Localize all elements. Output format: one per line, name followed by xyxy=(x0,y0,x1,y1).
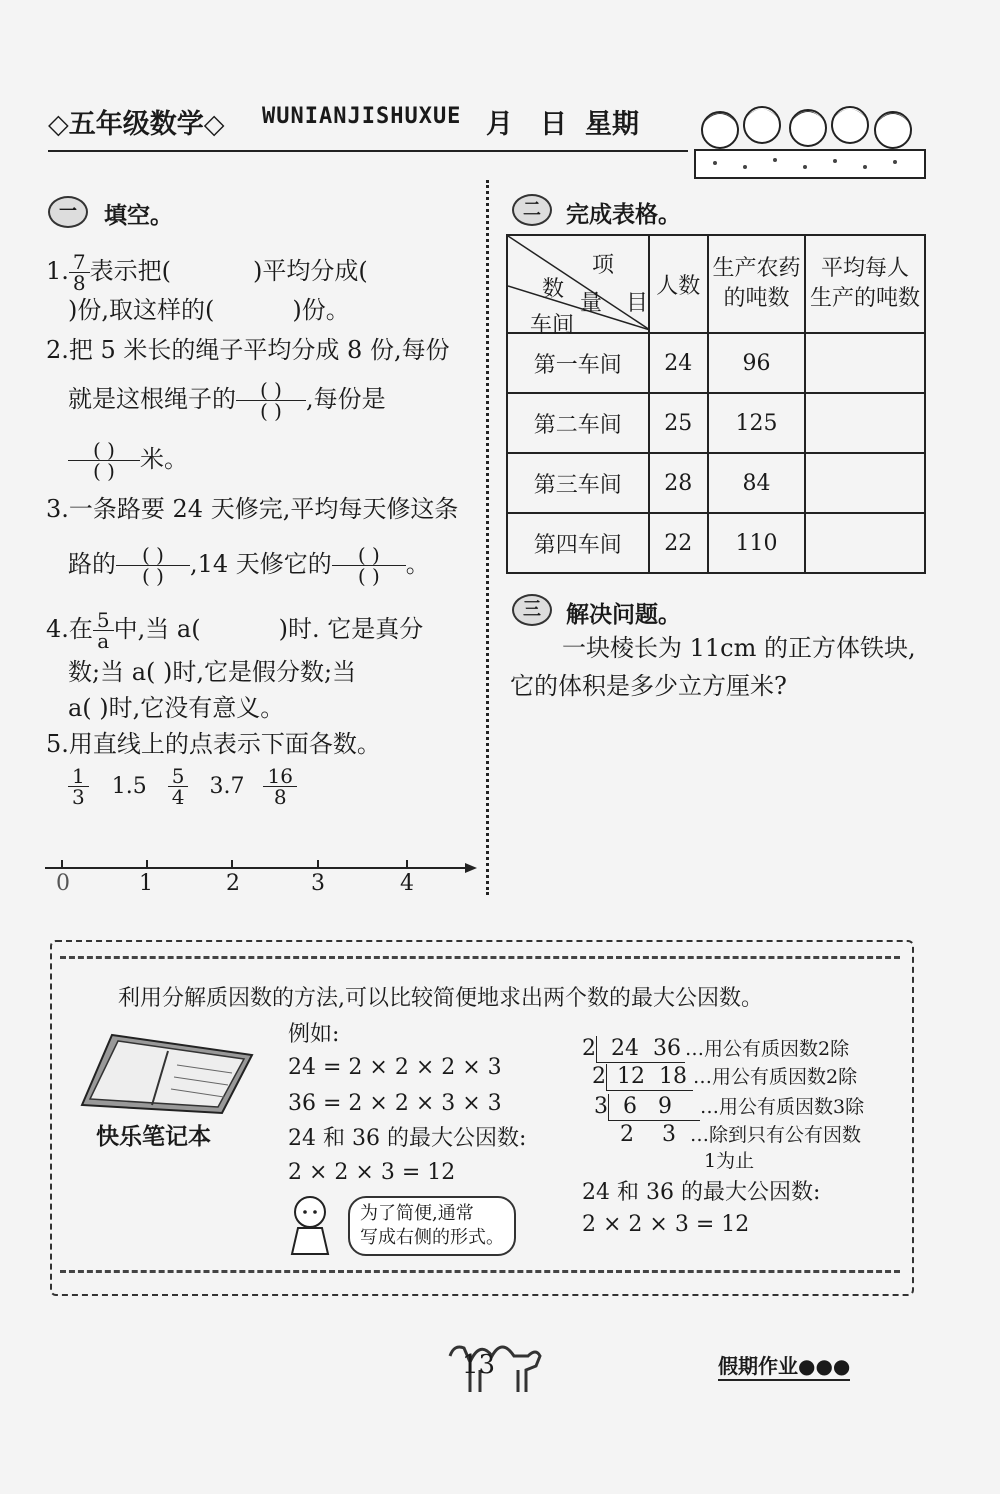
section1-badge: 一 xyxy=(48,196,88,228)
q2-line2: 就是这根绳子的 $\frac{( )}{( )}$ ,每份是 xyxy=(68,378,386,423)
header-rule xyxy=(48,150,688,152)
notebook-label: 快乐笔记本 xyxy=(96,1124,211,1150)
row-tons: 125 xyxy=(708,393,805,453)
ladder-row: 2 24 36 …用公有质因数2除 xyxy=(582,1036,850,1061)
notebook-border-top xyxy=(60,956,900,959)
column-divider xyxy=(486,180,489,895)
col-header-avg: 平均每人 生产的吨数 xyxy=(805,235,925,333)
number-line-label-2: 2 xyxy=(226,871,240,896)
pinyin-title: WUNIANJISHUXUE xyxy=(262,104,462,129)
gcf-result-right: 2 × 2 × 3 = 12 xyxy=(582,1212,750,1237)
table-row xyxy=(507,333,925,393)
subject-title: ◇五年级数学◇ xyxy=(48,109,225,140)
notebook-icon xyxy=(72,1025,262,1115)
row-people: 22 xyxy=(649,513,708,573)
col-header-people: 人数 xyxy=(649,235,708,333)
number-line-label-0: 0 xyxy=(56,871,70,896)
workshop-table xyxy=(506,234,926,574)
col-header-tons: 生产农药 的吨数 xyxy=(708,235,805,333)
section3-title: 解决问题。 xyxy=(566,602,681,628)
month-label: 月 xyxy=(486,109,513,140)
diag-liang: 量 xyxy=(580,291,603,316)
q5-text: 5.用直线上的点表示下面各数。 xyxy=(46,730,381,758)
ladder-row: 3 6 9 …用公有质因数3除 xyxy=(594,1094,865,1119)
q4-line2: 数;当 a( )时,它是假分数;当 xyxy=(68,658,357,686)
number-line xyxy=(40,850,480,880)
table-diagonal-header xyxy=(507,235,649,338)
section2-title: 完成表格。 xyxy=(566,202,681,228)
row-avg-blank[interactable] xyxy=(805,333,925,393)
gcf-label-right: 24 和 36 的最大公因数: xyxy=(582,1180,821,1205)
page-number: 13 xyxy=(462,1350,496,1380)
q2-line1: 2.把 5 米长的绳子平均分成 8 份,每份 xyxy=(46,336,450,364)
section3-line1: 一块棱长为 11cm 的正方体铁块, xyxy=(562,634,916,662)
row-people: 24 xyxy=(649,333,708,393)
weekday-label: 星期 xyxy=(585,109,639,140)
row-tons: 96 xyxy=(708,333,805,393)
q1-line1: 1. $\frac{7}{8}$ 表示把( )平均分成( xyxy=(46,250,368,295)
ladder-row: 2 12 18 …用公有质因数2除 xyxy=(592,1064,858,1089)
cartoon-children-illustration xyxy=(690,95,930,180)
factor-36: 36 = 2 × 2 × 3 × 3 xyxy=(288,1091,502,1116)
section2-badge: 二 xyxy=(512,194,552,226)
ladder-last-note2: 1为止 xyxy=(704,1150,755,1172)
section1-title: 填空。 xyxy=(104,203,173,229)
row-avg-blank[interactable] xyxy=(805,393,925,453)
example-label: 例如: xyxy=(288,1022,340,1047)
tip-bubble: 为了简便,通常 写成右侧的形式。 xyxy=(348,1196,516,1256)
diag-row-label: 车间 xyxy=(530,313,575,338)
number-line-label-3: 3 xyxy=(311,871,325,896)
diag-item: 项 xyxy=(592,253,615,278)
gcf-result-left: 2 × 2 × 3 = 12 xyxy=(288,1160,456,1185)
row-avg-blank[interactable] xyxy=(805,513,925,573)
row-name: 第三车间 xyxy=(507,453,649,513)
section3-badge: 三 xyxy=(512,594,552,626)
number-line-label-4: 4 xyxy=(400,871,414,896)
q4-line1: 4.在 $\frac{5}{a}$ 中,当 a( )时. 它是真分 xyxy=(46,608,424,653)
diag-shu: 数 xyxy=(542,277,565,302)
q1-fraction: $\frac{7}{8}$ xyxy=(69,252,90,293)
table-row xyxy=(507,513,925,573)
row-people: 25 xyxy=(649,393,708,453)
row-name: 第二车间 xyxy=(507,393,649,453)
row-tons: 84 xyxy=(708,453,805,513)
number-line-label-1: 1 xyxy=(139,871,153,896)
notebook-border-bottom xyxy=(60,1270,900,1273)
notebook-intro: 利用分解质因数的方法,可以比较简便地求出两个数的最大公因数。 xyxy=(118,986,763,1011)
diag-mu: 目 xyxy=(626,291,649,316)
q4-line3: a( )时,它没有意义。 xyxy=(68,694,285,722)
series-label: 假期作业●●● xyxy=(718,1350,850,1381)
table-row xyxy=(507,453,925,513)
q3-line2: 路的 $\frac{( )}{( )}$ ,14 天修它的 $\frac{( )}{( )}$ 。 xyxy=(68,543,430,588)
q1-line2: )份,取这样的( )份。 xyxy=(68,296,350,324)
girl-cartoon-icon xyxy=(284,1192,344,1256)
section3-line2: 它的体积是多少立方厘米? xyxy=(510,672,787,700)
row-people: 28 xyxy=(649,453,708,513)
table-row xyxy=(507,393,925,453)
factor-24: 24 = 2 × 2 × 2 × 3 xyxy=(288,1055,502,1080)
row-name: 第一车间 xyxy=(507,333,649,393)
row-name: 第四车间 xyxy=(507,513,649,573)
q2-line3: $\frac{( )}{( )}$ 米。 xyxy=(68,440,188,481)
row-avg-blank[interactable] xyxy=(805,453,925,513)
day-label: 日 xyxy=(540,109,567,140)
q3-line1: 3.一条路要 24 天修完,平均每天修这条 xyxy=(46,495,459,523)
ladder-last-row: 2 3 …除到只有公有因数 xyxy=(620,1122,861,1147)
q5-values: $\frac{1}{3}$ 1.5 $\frac{5}{4}$ 3.7 $\frac{16}{8}$ xyxy=(68,766,297,807)
row-tons: 110 xyxy=(708,513,805,573)
gcf-label-left: 24 和 36 的最大公因数: xyxy=(288,1126,527,1151)
